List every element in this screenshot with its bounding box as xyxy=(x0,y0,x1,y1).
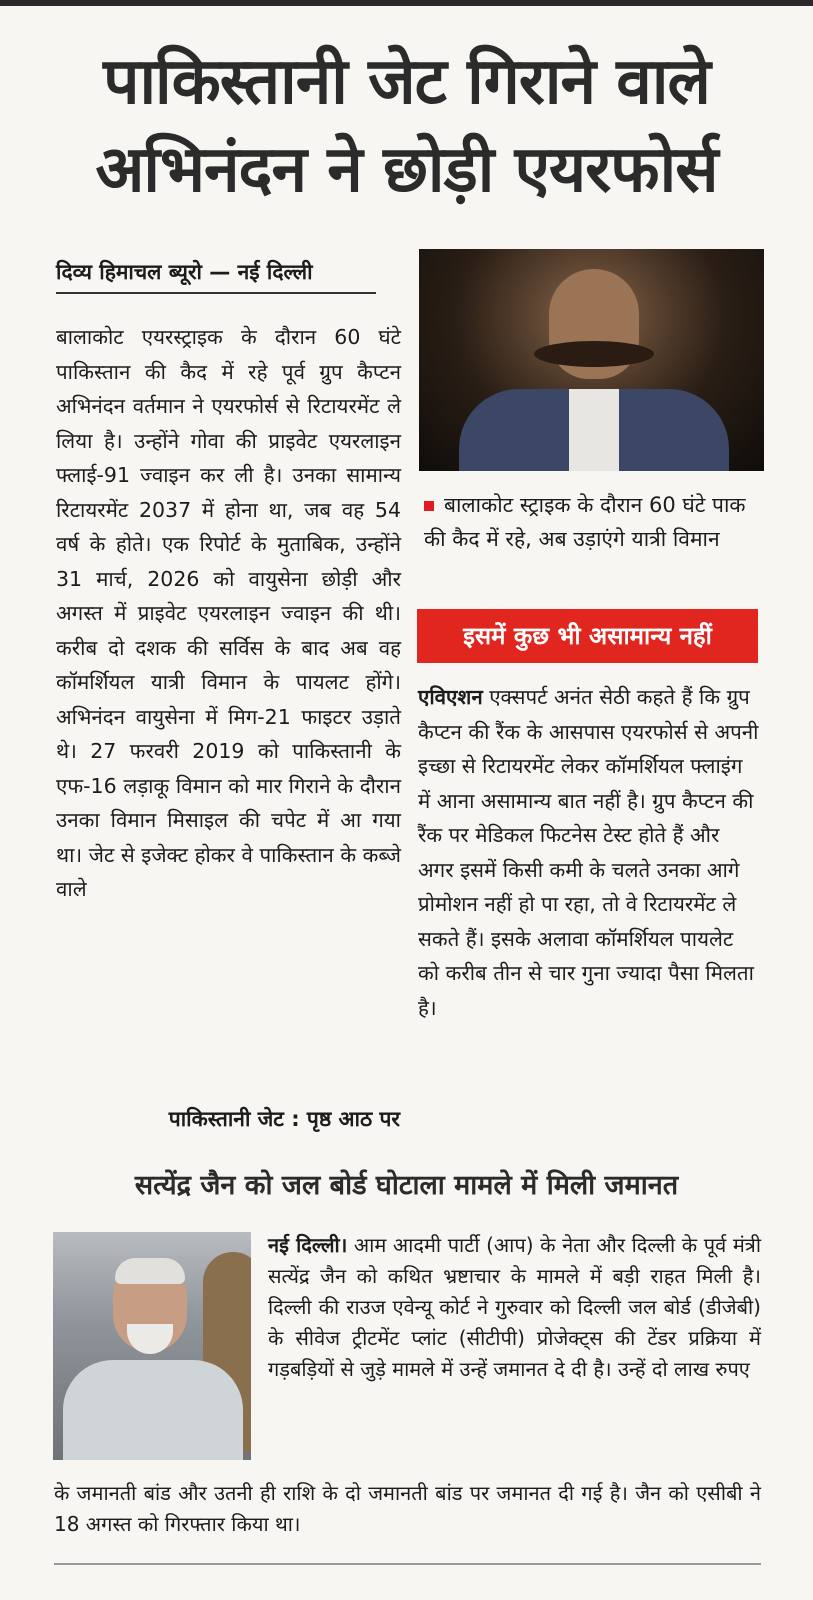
caption-bullet-icon xyxy=(424,501,434,511)
headline-line-2: अभिनंदन ने छोड़ी एयरफोर्स xyxy=(95,133,718,207)
photo-body xyxy=(63,1360,243,1460)
right-column-body xyxy=(418,680,760,1025)
photo-mustache xyxy=(534,341,654,367)
photo-shirt xyxy=(569,389,619,471)
headline-line-1: पाकिस्तानी जेट गिराने वाले xyxy=(103,45,710,119)
photo-caption-text: बालाकोट स्ट्राइक के दौरान 60 घंटे पाक की कैद में रहे, अब उड़ाएंगे यात्री विमान xyxy=(424,493,746,551)
byline: दिव्य हिमाचल ब्यूरो — नई दिल्ली xyxy=(56,258,376,294)
continued-reference: पाकिस्तानी जेट : पृष्ठ आठ पर xyxy=(168,1107,400,1131)
story2-headline: सत्येंद्र जैन को जल बोर्ड घोटाला मामले में मिली जमानत xyxy=(134,1170,679,1201)
top-border xyxy=(0,0,813,6)
right-column-lead: एविएशन xyxy=(418,685,483,709)
right-column xyxy=(418,680,760,1025)
left-column xyxy=(56,320,401,907)
story2-body-top xyxy=(268,1230,761,1385)
photo-beard xyxy=(127,1324,173,1354)
left-column-body: बालाकोट एयरस्ट्राइक के दौरान 60 घंटे पाकिस्तान की कैद में रहे पूर्व ग्रुप कैप्टन अभिनंदन वर्तमान ने एयरफोर्स से रिटायरमेंट ले लिया है। उन्होंने गोवा की प्राइवेट एयरलाइन फ्लाई-91 ज्वाइन कर ली है। उनका सामान्य रिटायरमेंट 2037 में होना था, जब वह 54 वर्ष के होते। एक रिपोर्ट के मुताबिक, उन्होंने 31 मार्च, 2026 को वायुसेना छोड़ी और अगस्त में प्राइवेट एयरलाइन ज्वाइन की थी। करीब दो दशक की सर्विस के बाद अब वह कॉमर्शियल यात्री विमान के पायलट होंगे। अभिनंदन वायुसेना में मिग-21 फाइटर उड़ाते थे। 27 फरवरी 2019 को पाकिस्तानी के एफ-16 लड़ाकू विमान को मार गिराने के दौरान उनका विमान मिसाइल की चपेट में आ गया था। जेट से इजेक्ट होकर वे पाकिस्तान के कब्जे वाले xyxy=(56,325,401,901)
photo-caption xyxy=(424,488,764,556)
satyendra-jain-photo xyxy=(53,1232,251,1460)
photo-hair xyxy=(115,1258,185,1284)
story2-text-bottom: के जमानती बांड और उतनी ही राशि के दो जमानती बांड पर जमानत दी गई है। जैन को एसीबी ने 18 अगस्त को गिरफ्तार किया था। xyxy=(54,1481,761,1536)
right-column-text: एक्सपर्ट अनंत सेठी कहते हैं कि ग्रुप कैप्टन की रैंक के आसपास एयरफोर्स से अपनी इच्छा से रिटायरमेंट लेकर कॉमर्शियल फ्लाइंग में आना असामान्य बात नहीं है। ग्रुप कैप्टन की रैंक पर मेडिकल फिटनेस टेस्ट होते हैं और अगर इसमें किसी कमी के चलते उनका आगे प्रोमोशन नहीं हो पा रहा, तो वे रिटायरमेंट ले सकते हैं। इसके अलावा कॉमर्शियल पायलेट को करीब तीन से चार गुना ज्यादा पैसा मिलता है। xyxy=(418,685,759,1020)
subhead-box: इसमें कुछ भी असामान्य नहीं xyxy=(417,609,758,663)
bottom-divider xyxy=(54,1563,761,1565)
abhinandan-photo xyxy=(419,249,764,471)
story2-text-top: आम आदमी पार्टी (आप) के नेता और दिल्ली के पूर्व मंत्री सत्येंद्र जैन को कथित भ्रष्टाचार के मामले में बड़ी राहत मिली है। दिल्ली की राउज एवेन्यू कोर्ट ने गुरुवार को दिल्ली जल बोर्ड (डीजेबी) के सीवेज ट्रीटमेंट प्लांट (सीटीपी) प्रोजेक्ट्स की टेंडर प्रक्रिया में गड़बड़ियों से जुड़े मामले में उन्हें जमानत दे दी है। उन्हें दो लाख रुपए xyxy=(268,1233,761,1381)
page-headline xyxy=(20,38,793,214)
story2-body-bottom xyxy=(54,1478,761,1540)
story2-paragraph-top xyxy=(268,1230,761,1385)
story2-dateline: नई दिल्ली। xyxy=(268,1233,348,1257)
